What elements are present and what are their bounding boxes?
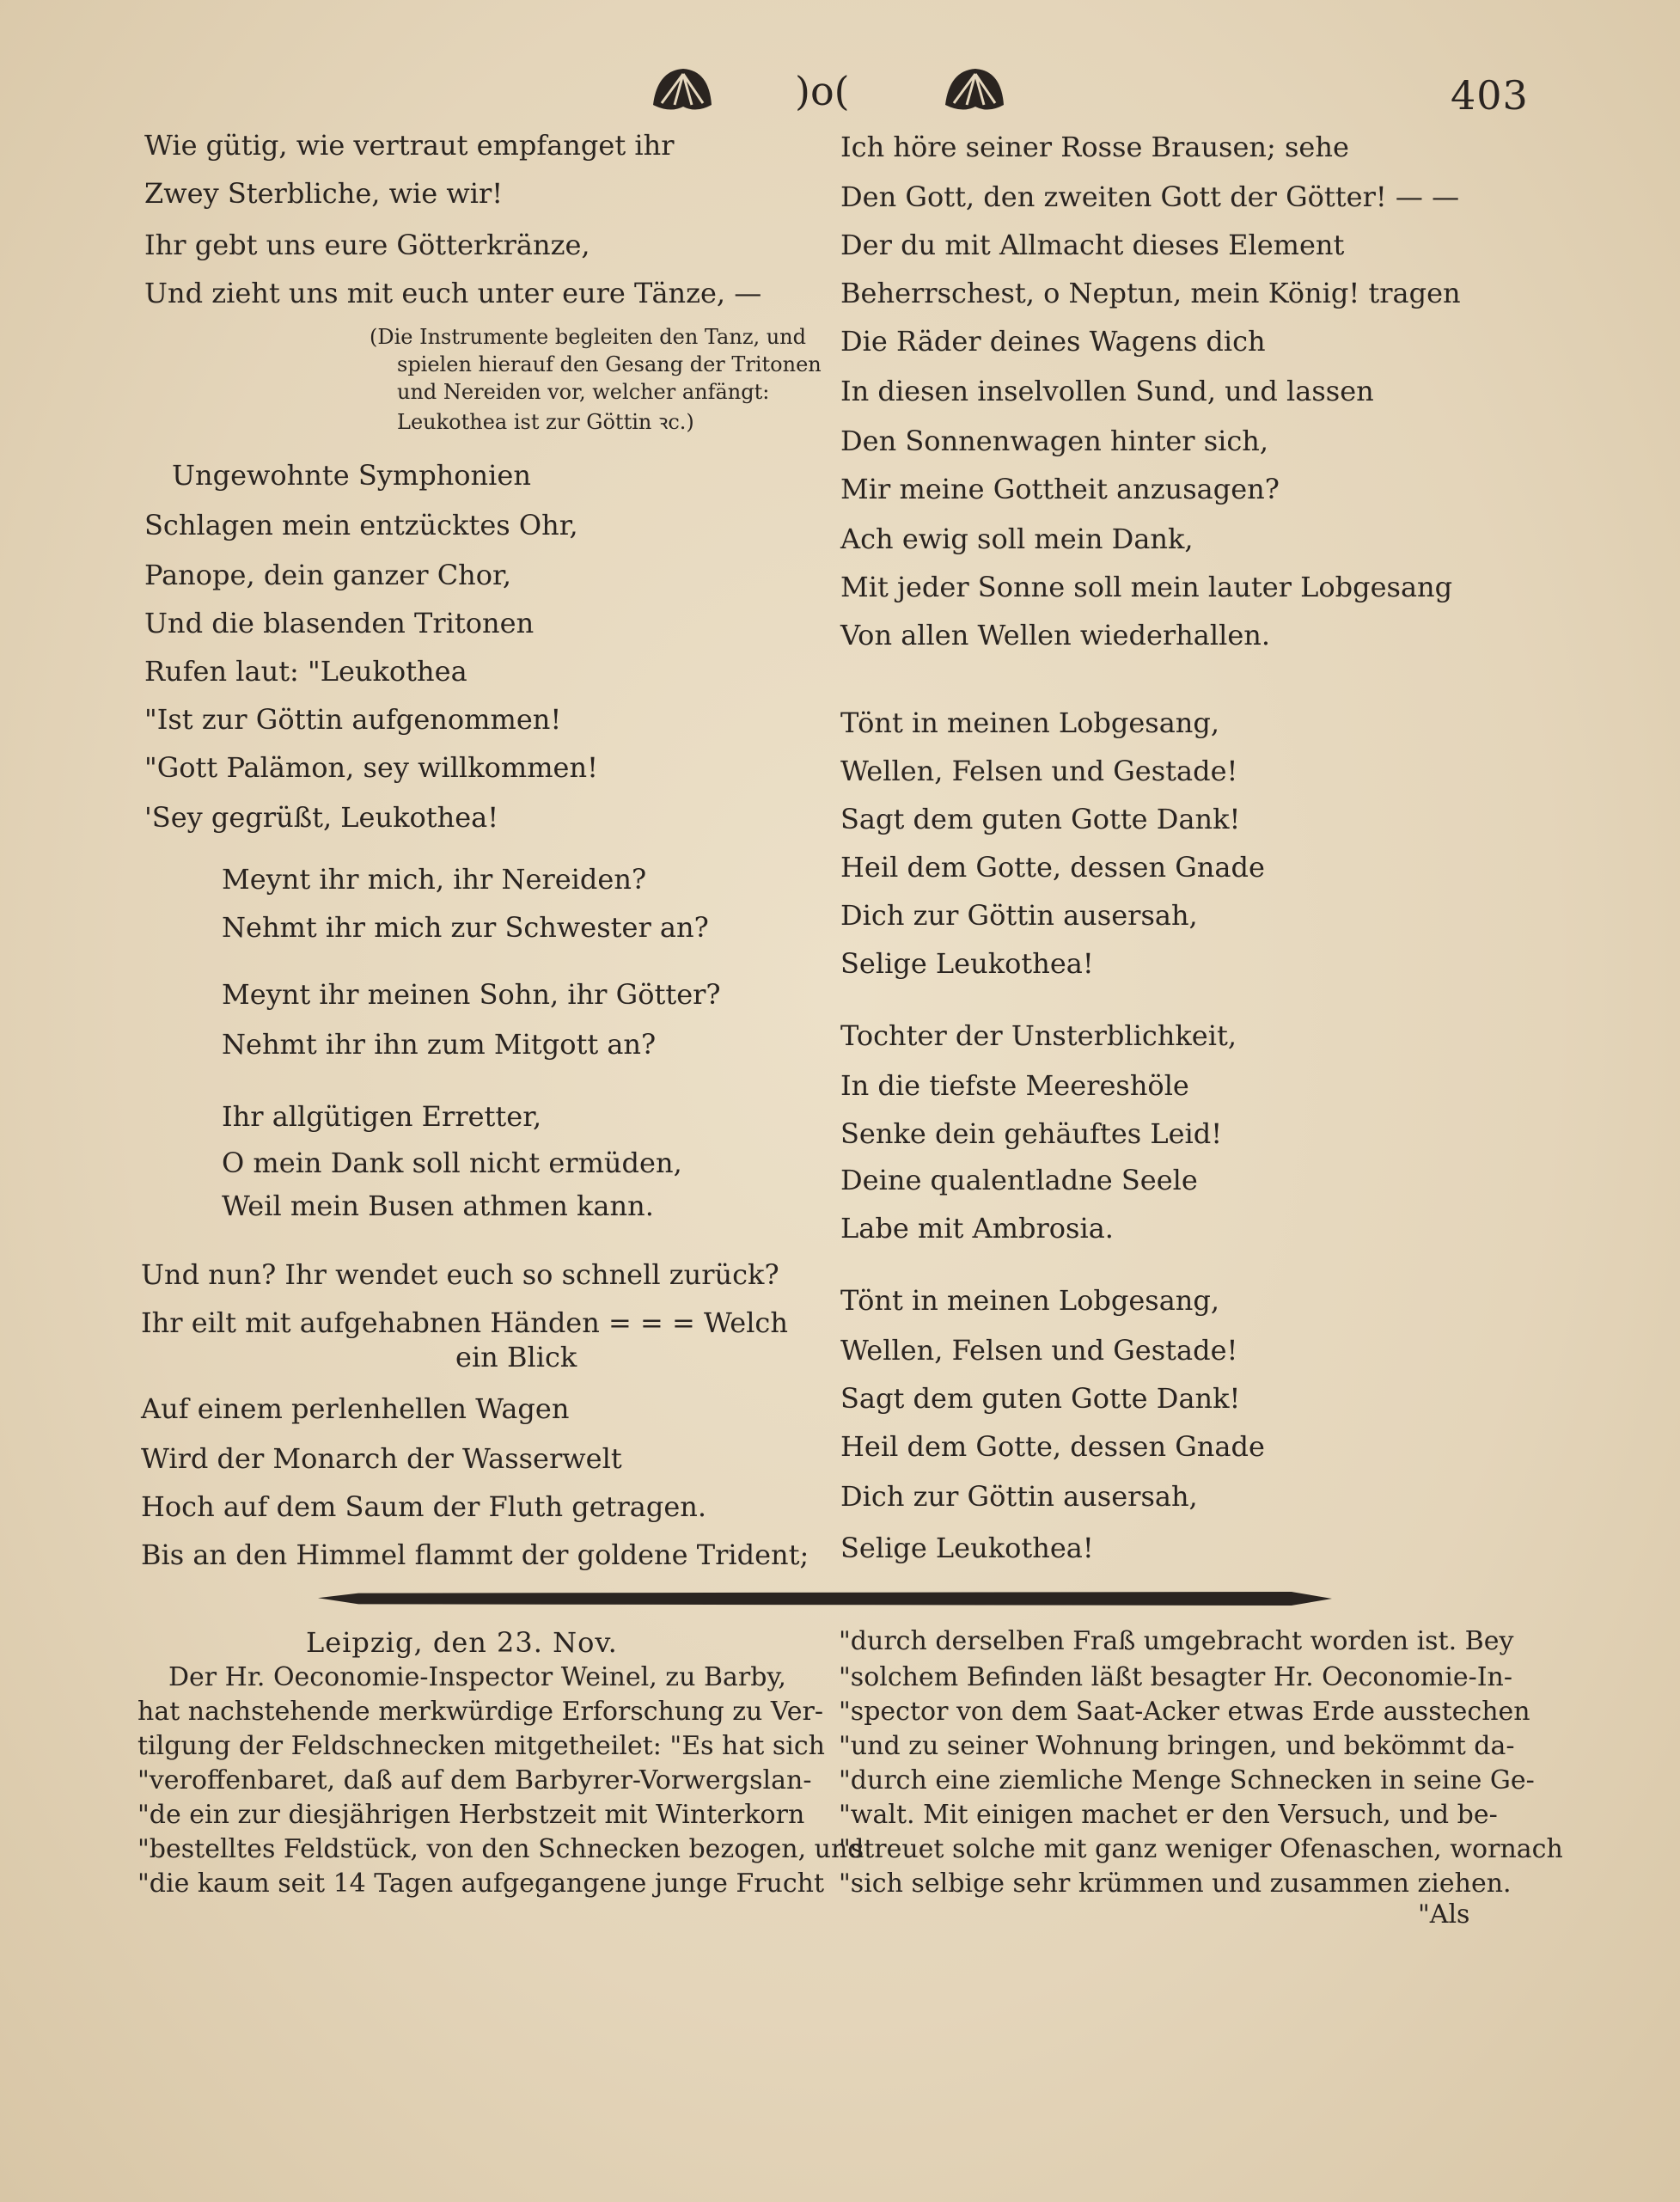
verse-line: Und nun? Ihr wendet euch so schnell zurück? <box>141 1258 779 1291</box>
verse-line: In die tiefste Meereshöle <box>840 1069 1189 1102</box>
verse-line: Wird der Monarch der Wasserwelt <box>141 1442 622 1475</box>
verse-line: Von allen Wellen wiederhallen. <box>840 619 1271 651</box>
left-column <box>0 0 825 1590</box>
header-mark: )o( <box>795 68 850 114</box>
verse-line: Dich zur Göttin ausersah, <box>840 899 1198 932</box>
verse-line: Panope, dein ganzer Chor, <box>144 559 511 591</box>
verse-line: Und die blasenden Tritonen <box>144 607 535 639</box>
verse-line: 'Sey gegrüßt, Leukothea! <box>144 801 499 834</box>
page-number: 403 <box>1451 72 1529 119</box>
verse-line: Mit jeder Sonne soll mein lauter Lobgesang <box>840 571 1453 603</box>
news-line: "die kaum seit 14 Tagen aufgegangene junge Frucht <box>137 1869 825 1899</box>
verse-line: Deine qualentladne Seele <box>840 1164 1198 1196</box>
news-line: tilgung der Feldschnecken mitgetheilet: "Es hat sich <box>137 1731 825 1761</box>
verse-line: Senke dein gehäuftes Leid! <box>840 1117 1223 1150</box>
verse-line: Ihr gebt uns eure Götterkränze, <box>144 229 590 261</box>
news-line: "veroffenbaret, daß auf dem Barbyrer-Vorwergslan- <box>137 1765 812 1795</box>
verse-line: Der du mit Allmacht dieses Element <box>840 229 1345 261</box>
verse-line: "Gott Palämon, sey willkommen! <box>144 751 598 784</box>
verse-line: Wellen, Felsen und Gestade! <box>840 1334 1238 1367</box>
verse-line: Meynt ihr meinen Sohn, ihr Götter? <box>222 978 721 1011</box>
verse-line: Nehmt ihr ihn zum Mitgott an? <box>222 1028 657 1061</box>
news-line: "durch eine ziemliche Menge Schnecken in seine Ge- <box>839 1765 1535 1795</box>
verse-line: Ich höre seiner Rosse Brausen; sehe <box>840 131 1349 163</box>
news-heading: Leipzig, den 23. Nov. <box>306 1626 618 1659</box>
news-line: "bestelltes Feldstück, von den Schnecken bezogen, und <box>137 1834 864 1864</box>
news-line: "durch derselben Fraß umgebracht worden ist. Bey <box>839 1626 1514 1656</box>
verse-line: Ihr allgütigen Erretter, <box>222 1100 542 1133</box>
verse-line: Zwey Sterbliche, wie wir! <box>144 177 504 210</box>
news-line: "streuet solche mit ganz weniger Ofenaschen, wornach <box>839 1834 1563 1864</box>
verse-line: Bis an den Himmel flammt der goldene Trident; <box>141 1538 809 1571</box>
verse-line: Ach ewig soll mein Dank, <box>840 523 1194 555</box>
verse-line: Sagt dem guten Gotte Dank! <box>840 1382 1241 1415</box>
verse-line: Wellen, Felsen und Gestade! <box>840 755 1238 787</box>
verse-line: Ihr eilt mit aufgehabnen Händen = = = Welch <box>141 1306 788 1339</box>
verse-line: Selige Leukothea! <box>840 1532 1094 1564</box>
catchword: "Als <box>1418 1899 1470 1930</box>
verse-line: Sagt dem guten Gotte Dank! <box>840 803 1241 835</box>
verse-line: Hoch auf dem Saum der Fluth getragen. <box>141 1490 707 1523</box>
verse-line: Tönt in meinen Lobgesang, <box>840 706 1220 739</box>
stage-direction-line: und Nereiden vor, welcher anfängt: <box>397 380 770 404</box>
verse-line: Nehmt ihr mich zur Schwester an? <box>222 911 709 944</box>
verse-line: Rufen laut: "Leukothea <box>144 655 467 688</box>
verse-line: Den Sonnenwagen hinter sich, <box>840 425 1269 457</box>
verse-line: Tochter der Unsterblichkeit, <box>840 1019 1237 1052</box>
verse-line: Heil dem Gotte, dessen Gnade <box>840 1430 1265 1463</box>
verse-line: Und zieht uns mit euch unter eure Tänze, — <box>144 277 762 309</box>
verse-line: ein Blick <box>455 1341 577 1373</box>
section-divider-rule <box>318 1592 1332 1606</box>
stage-direction-line: spielen hierauf den Gesang der Tritonen <box>397 352 822 376</box>
news-line: "de ein zur diesjährigen Herbstzeit mit Winterkorn <box>137 1800 805 1830</box>
verse-line: Ungewohnte Symphonien <box>172 459 531 492</box>
verse-line: Den Gott, den zweiten Gott der Götter! — — <box>840 180 1460 213</box>
verse-line: Dich zur Göttin ausersah, <box>840 1480 1198 1513</box>
verse-line: In diesen inselvollen Sund, und lassen <box>840 375 1374 407</box>
verse-line: Beherrschest, o Neptun, mein König! tragen <box>840 277 1461 309</box>
verse-line: Auf einem perlenhellen Wagen <box>141 1392 570 1425</box>
news-line: "walt. Mit einigen machet er den Versuch, und be- <box>839 1800 1498 1830</box>
verse-line: Schlagen mein entzücktes Ohr, <box>144 509 578 541</box>
stage-direction-line: Leukothea ist zur Göttin ꝛc.) <box>397 410 694 434</box>
news-line: "und zu seiner Wohnung bringen, und bekömmt da- <box>839 1731 1515 1761</box>
news-line: hat nachstehende merkwürdige Erforschung zu Ver- <box>137 1697 824 1727</box>
verse-line: Wie gütig, wie vertraut empfanget ihr <box>144 129 675 162</box>
verse-line: Weil mein Busen athmen kann. <box>222 1190 654 1222</box>
stage-direction-line: (Die Instrumente begleiten den Tanz, und <box>370 325 806 349</box>
news-line: "spector von dem Saat-Acker etwas Erde ausstechen <box>839 1697 1530 1727</box>
right-column <box>825 0 1680 1590</box>
verse-line: O mein Dank soll nicht ermüden, <box>222 1147 682 1179</box>
verse-line: Labe mit Ambrosia. <box>840 1212 1114 1245</box>
verse-line: Mir meine Gottheit anzusagen? <box>840 473 1280 505</box>
news-line: "sich selbige sehr krümmen und zusammen ziehen. <box>839 1869 1512 1899</box>
news-line: "solchem Befinden läßt besagter Hr. Oeconomie-In- <box>839 1662 1513 1692</box>
verse-line: Tönt in meinen Lobgesang, <box>840 1284 1220 1317</box>
verse-line: Die Räder deines Wagens dich <box>840 325 1266 358</box>
verse-line: Heil dem Gotte, dessen Gnade <box>840 851 1265 884</box>
verse-line: "Ist zur Göttin aufgenommen! <box>144 703 562 736</box>
news-line: Der Hr. Oeconomie-Inspector Weinel, zu Barby, <box>168 1662 786 1692</box>
verse-line: Selige Leukothea! <box>840 947 1094 980</box>
verse-line: Meynt ihr mich, ihr Nereiden? <box>222 863 647 896</box>
